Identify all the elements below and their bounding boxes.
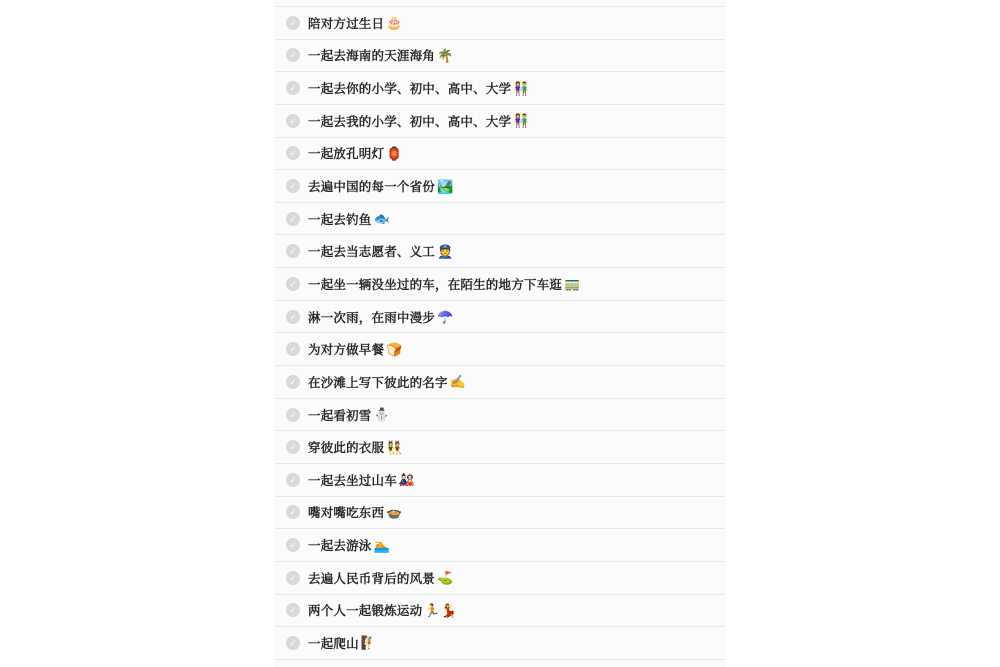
list-item[interactable] bbox=[275, 497, 725, 530]
list-item[interactable] bbox=[275, 170, 725, 203]
check-circle-icon[interactable]: ✓ bbox=[286, 408, 300, 422]
list-item-label: 淋一次雨，在雨中漫步 bbox=[308, 310, 436, 325]
list-item-label: 一起去当志愿者、义工 bbox=[308, 245, 436, 260]
check-circle-icon[interactable]: ✓ bbox=[286, 505, 300, 519]
check-circle-icon[interactable]: ✓ bbox=[286, 342, 300, 356]
list-item[interactable] bbox=[275, 431, 725, 464]
check-circle-icon[interactable]: ✓ bbox=[286, 244, 300, 258]
fish-icon: 🐟 bbox=[373, 211, 390, 227]
pot-of-food-icon: 🍲 bbox=[386, 504, 403, 520]
check-circle-icon[interactable]: ✓ bbox=[286, 114, 300, 128]
list-item[interactable] bbox=[275, 562, 725, 595]
check-circle-icon[interactable]: ✓ bbox=[286, 473, 300, 487]
list-item-label: 一起看初雪 bbox=[308, 408, 372, 423]
list-item-partial[interactable] bbox=[275, 0, 725, 7]
landscape-icon: 🏞️ bbox=[437, 178, 454, 194]
list-item[interactable] bbox=[275, 399, 725, 432]
list-item-label: 一起坐一辆没坐过的车，在陌生的地方下车逛 bbox=[308, 277, 563, 292]
check-circle-icon[interactable]: ✓ bbox=[286, 603, 300, 617]
list-item[interactable] bbox=[275, 7, 725, 40]
list-item[interactable] bbox=[275, 529, 725, 562]
swimmer-icon: 🏊 bbox=[373, 537, 390, 553]
list-item[interactable] bbox=[275, 268, 725, 301]
red-lantern-icon: 🏮 bbox=[386, 145, 403, 161]
list-item-label: 陪对方过生日 bbox=[308, 16, 385, 31]
list-item[interactable] bbox=[275, 235, 725, 268]
tram-car-icon: 🚃 bbox=[564, 276, 581, 292]
list-item-label: 一起去坐过山车 bbox=[308, 473, 397, 488]
check-circle-icon[interactable]: ✓ bbox=[286, 571, 300, 585]
list-item[interactable] bbox=[275, 40, 725, 73]
list-item-label: 一起去你的小学、初中、高中、大学 bbox=[308, 82, 512, 97]
couple-icon: 👫 bbox=[513, 113, 530, 129]
check-circle-icon[interactable]: ✓ bbox=[286, 440, 300, 454]
runner-dancer-icon: 🏃💃 bbox=[424, 602, 457, 618]
bread-icon: 🍞 bbox=[386, 341, 403, 357]
list-item-label: 去遍中国的每一个省份 bbox=[308, 180, 436, 195]
check-circle-icon[interactable]: ✓ bbox=[286, 636, 300, 650]
writing-hand-icon: ✍️ bbox=[449, 374, 466, 390]
snowman-icon: ⛄ bbox=[373, 407, 390, 422]
list-item-label: 一起去海南的天涯海角 bbox=[308, 49, 436, 64]
palm-tree-icon: 🌴 bbox=[437, 47, 454, 63]
list-item[interactable] bbox=[275, 464, 725, 497]
climber-icon: 🧗 bbox=[360, 635, 377, 651]
list-item-label: 嘴对嘴吃东西 bbox=[308, 506, 385, 521]
list-item[interactable] bbox=[275, 627, 725, 660]
check-circle-icon[interactable]: ✓ bbox=[286, 375, 300, 389]
list-item[interactable] bbox=[275, 595, 725, 628]
dancing-people-icon: 👯 bbox=[386, 439, 403, 455]
list-item-label: 为对方做早餐 bbox=[308, 343, 385, 358]
list-item-label: 一起去钓鱼 bbox=[308, 212, 372, 227]
list-item-label: 穿彼此的衣服 bbox=[308, 441, 385, 456]
checklist bbox=[275, 0, 725, 667]
check-circle-icon[interactable]: ✓ bbox=[286, 277, 300, 291]
list-item[interactable] bbox=[275, 333, 725, 366]
birthday-cake-icon: 🎂 bbox=[386, 15, 403, 31]
list-item-label: 一起去我的小学、初中、高中、大学 bbox=[308, 114, 512, 129]
check-circle-icon[interactable]: ✓ bbox=[286, 48, 300, 62]
list-item-label: 去遍人民币背后的风景 bbox=[308, 571, 436, 586]
officer-icon: 👮 bbox=[437, 243, 454, 259]
list-item-label: 一起爬山 bbox=[308, 636, 359, 651]
couple-icon: 👫 bbox=[513, 80, 530, 96]
check-circle-icon[interactable]: ✓ bbox=[286, 538, 300, 552]
flag-in-hole-icon: ⛳ bbox=[437, 570, 454, 586]
list-item[interactable] bbox=[275, 138, 725, 171]
list-item-label: 一起放孔明灯 bbox=[308, 147, 385, 162]
list-item[interactable] bbox=[275, 203, 725, 236]
list-item-label: 在沙滩上写下彼此的名字 bbox=[308, 375, 448, 390]
list-item[interactable] bbox=[275, 105, 725, 138]
dolls-icon: 🎎 bbox=[398, 472, 416, 488]
list-item[interactable] bbox=[275, 72, 725, 105]
check-circle-icon[interactable]: ✓ bbox=[286, 310, 300, 324]
list-item-label: 两个人一起锻炼运动 bbox=[308, 604, 423, 619]
check-circle-icon[interactable]: ✓ bbox=[286, 81, 300, 95]
check-circle-icon[interactable]: ✓ bbox=[286, 16, 300, 30]
umbrella-icon: ☂️ bbox=[437, 309, 454, 325]
list-item[interactable] bbox=[275, 301, 725, 334]
check-circle-icon[interactable]: ✓ bbox=[286, 146, 300, 160]
check-circle-icon[interactable]: ✓ bbox=[286, 179, 300, 193]
list-item[interactable] bbox=[275, 366, 725, 399]
list-item-partial[interactable] bbox=[275, 660, 725, 667]
list-item-label: 一起去游泳 bbox=[308, 539, 372, 554]
check-circle-icon[interactable]: ✓ bbox=[286, 212, 300, 226]
